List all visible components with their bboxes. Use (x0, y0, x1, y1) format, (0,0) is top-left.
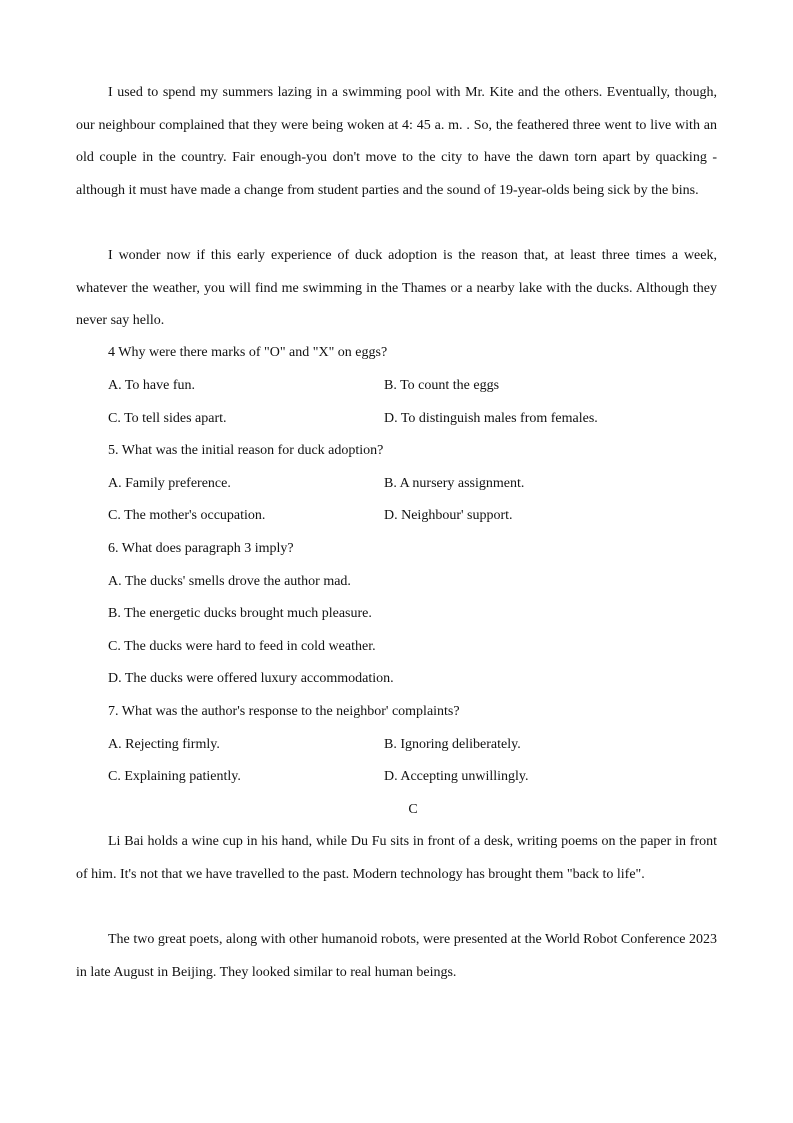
question-5-option-b: B. A nursery assignment. (384, 476, 525, 491)
question-6-option-b: B. The energetic ducks brought much pleasure. (108, 606, 372, 621)
question-5-option-d: D. Neighbour' support. (384, 508, 513, 523)
question-5-option-a: A. Family preference. (108, 476, 231, 491)
question-4-option-d: D. To distinguish males from females. (384, 411, 598, 426)
question-4-option-b: B. To count the eggs (384, 378, 500, 393)
question-7-option-d: D. Accepting unwillingly. (384, 769, 529, 784)
paragraph-robot-conference: The two great poets, along with other humanoid robots, were presented at the World Robot Conference 2023 in late August in Beijing. They looked similar to real human beings. (76, 932, 717, 980)
question-4-stem: 4 Why were there marks of "O" and "X" on eggs? (108, 345, 388, 360)
question-6-option-d: D. The ducks were offered luxury accommodation. (108, 671, 394, 686)
section-c-heading: C (408, 802, 418, 817)
question-7-option-c: C. Explaining patiently. (108, 769, 241, 784)
question-7-option-b: B. Ignoring deliberately. (384, 737, 521, 752)
question-6-stem: 6. What does paragraph 3 imply? (108, 541, 294, 556)
question-6-option-a: A. The ducks' smells drove the author mad. (108, 574, 351, 589)
question-4-option-c: C. To tell sides apart. (108, 411, 227, 426)
question-7-stem: 7. What was the author's response to the neighbor' complaints? (108, 704, 460, 719)
question-5-stem: 5. What was the initial reason for duck adoption? (108, 443, 384, 458)
question-4-option-a: A. To have fun. (108, 378, 196, 393)
paragraph-poets-robots: Li Bai holds a wine cup in his hand, while Du Fu sits in front of a desk, writing poems on the paper in front of him. It's not that we have travelled to the past. Modern technology has brought them "back to life". (76, 834, 717, 882)
question-5-option-c: C. The mother's occupation. (108, 508, 266, 523)
paragraph-ducks-neighbour: I used to spend my summers lazing in a swimming pool with Mr. Kite and the others. Eventually, though, our neighbour complained that they were being woken at 4: 45 a. m. . So, the feathered three went to live with an old couple in the country. Fair enough-you don't move to the city to have the dawn torn apart by quacking -although it must have made a change from student parties and the sound of 19-year-olds being sick by the bins. (76, 85, 717, 199)
question-6-option-c: C. The ducks were hard to feed in cold weather. (108, 639, 376, 654)
paragraph-duck-adoption: I wonder now if this early experience of duck adoption is the reason that, at least three times a week, whatever the weather, you will find me swimming in the Thames or a nearby lake with the ducks. Although they never say hello. (76, 248, 717, 329)
question-7-option-a: A. Rejecting firmly. (108, 737, 220, 752)
